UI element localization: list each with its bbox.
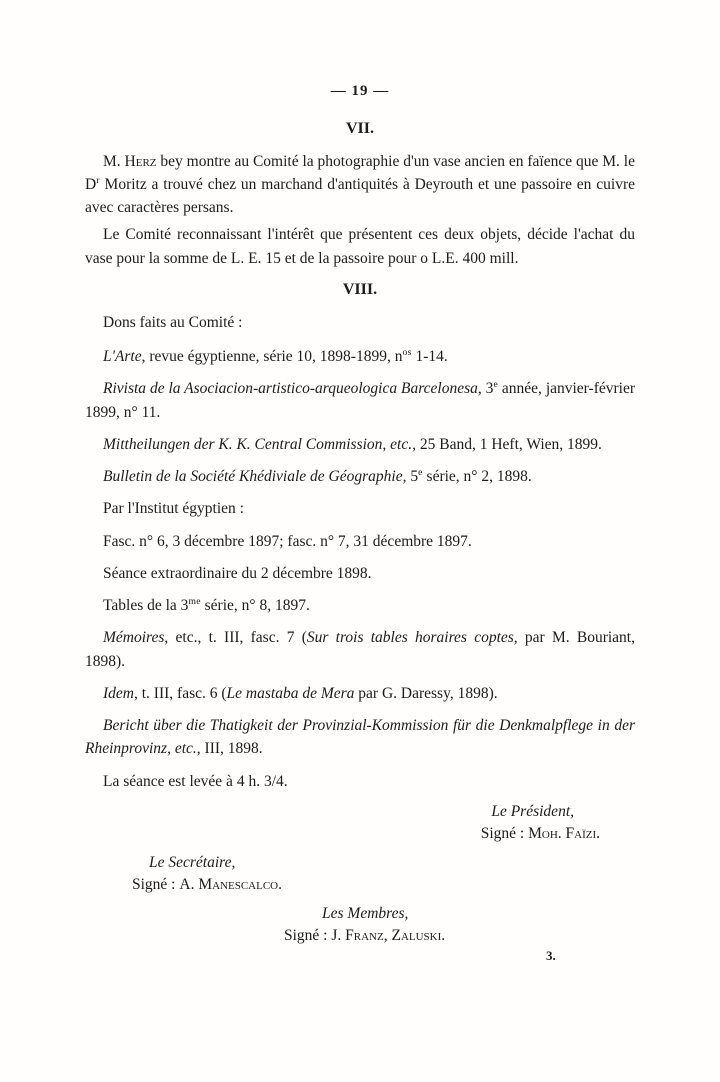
text-run: série, n° 2, 1898. bbox=[422, 468, 532, 485]
smallcaps-name-members: J. Franz, Zaluski. bbox=[331, 927, 446, 945]
item-arte bbox=[85, 345, 635, 368]
page-number: — 19 — bbox=[330, 83, 390, 99]
italic-subtitle: Le mastaba de Mera bbox=[226, 684, 355, 702]
text-block bbox=[85, 80, 635, 948]
smallcaps-name-herz: Herz bbox=[124, 152, 157, 170]
secretary-signature bbox=[85, 874, 635, 896]
members-signature bbox=[85, 925, 635, 947]
italic-subtitle: Sur trois tables horaires coptes, bbox=[306, 629, 518, 647]
item-fascicules: Fasc. n° 6, 3 décembre 1897; fasc. n° 7, 31 décembre 1897. bbox=[103, 532, 472, 550]
paragraph-decision: Le Comité reconnaissant l'intérêt que présentent ces deux objets, décide l'achat du vase pour la somme de L. E. 15 et de la passoire pour o L.E. 400 mill. bbox=[85, 226, 635, 267]
signed-label: Signé : bbox=[284, 927, 332, 945]
item-bulletin bbox=[85, 465, 635, 488]
text-run: M. bbox=[103, 152, 125, 170]
text-run: bey montre au Comité la photographie d'un vase ancien en faïence que M. le D bbox=[85, 152, 635, 193]
superscript: e bbox=[493, 379, 498, 391]
donations-intro: Dons faits au Comité : bbox=[103, 313, 243, 331]
text-run: , t. III, fasc. 6 ( bbox=[134, 684, 227, 702]
smallcaps-name-secretary: A. Manescalco. bbox=[179, 876, 282, 894]
signed-label: Signé : bbox=[132, 876, 180, 894]
printer-mark: 3. bbox=[546, 948, 556, 963]
text-run: Moritz a trouvé chez un marchand d'antiquités à Deyrouth et une passoire en cuivre avec caractères persans. bbox=[85, 175, 635, 216]
text-run: série, n° 8, 1897. bbox=[200, 597, 310, 614]
italic-title: Mémoires bbox=[103, 629, 165, 647]
item-idem bbox=[85, 682, 635, 705]
text-run: 5 bbox=[406, 468, 419, 485]
item-rivista bbox=[85, 377, 635, 424]
closing-line: La séance est levée à 4 h. 3/4. bbox=[103, 772, 288, 790]
paragraph-vase bbox=[85, 150, 635, 220]
text-run: 1-14. bbox=[411, 348, 448, 365]
italic-title: Bericht über die Thatigkeit der Provinzial-Kommission für die Denkmalpflege in der Rheinprovinz, etc., bbox=[85, 717, 635, 758]
item-mittheilungen bbox=[85, 433, 635, 456]
italic-title: Bulletin de la Société Khédiviale de Géographie, bbox=[103, 468, 407, 485]
text-run: année, janvier-février 1899, n° 11. bbox=[85, 380, 635, 421]
text-run: , 3 bbox=[477, 380, 494, 398]
smallcaps-name-president: Moh. Faïzi. bbox=[528, 825, 600, 843]
text-run: 25 Band, 1 Heft, Wien, 1899. bbox=[416, 435, 602, 453]
superscript: os bbox=[402, 346, 412, 358]
text-run: Tables de la 3 bbox=[103, 597, 189, 614]
text-run: , etc., t. III, fasc. 7 ( bbox=[164, 629, 307, 647]
secretary-role: Le Secrétaire, bbox=[149, 853, 236, 871]
institut-intro: Par l'Institut égyptien : bbox=[103, 500, 244, 518]
item-memoires bbox=[85, 626, 635, 673]
president-signature bbox=[85, 823, 635, 845]
item-seance: Séance extraordinaire du 2 décembre 1898. bbox=[103, 564, 372, 582]
italic-title: Mittheilungen der K. K. Central Commission, etc., bbox=[103, 435, 416, 453]
section-vii-heading: VII. bbox=[345, 119, 374, 137]
text-run: par G. Daressy, 1898). bbox=[354, 684, 498, 702]
text-run: III, 1898. bbox=[200, 740, 263, 758]
members-role: Les Membres, bbox=[322, 904, 409, 922]
superscript: e bbox=[418, 466, 423, 478]
italic-title: Rivista de la Asociacion-artistico-arqueologica Barcelonesa bbox=[103, 380, 478, 398]
text-run: , revue égyptienne, série 10, 1898-1899, n bbox=[141, 348, 403, 365]
italic-title: Idem bbox=[103, 684, 134, 702]
president-role: Le Président, bbox=[491, 802, 574, 820]
text-run: par M. Bouriant, 1898). bbox=[85, 629, 635, 670]
section-viii-heading: VIII. bbox=[342, 280, 378, 298]
superscript: r bbox=[96, 174, 100, 186]
item-bericht bbox=[85, 714, 635, 761]
signed-label: Signé : bbox=[480, 825, 529, 843]
superscript: me bbox=[188, 595, 201, 607]
item-tables bbox=[85, 594, 635, 617]
italic-title: L'Arte bbox=[103, 348, 142, 365]
